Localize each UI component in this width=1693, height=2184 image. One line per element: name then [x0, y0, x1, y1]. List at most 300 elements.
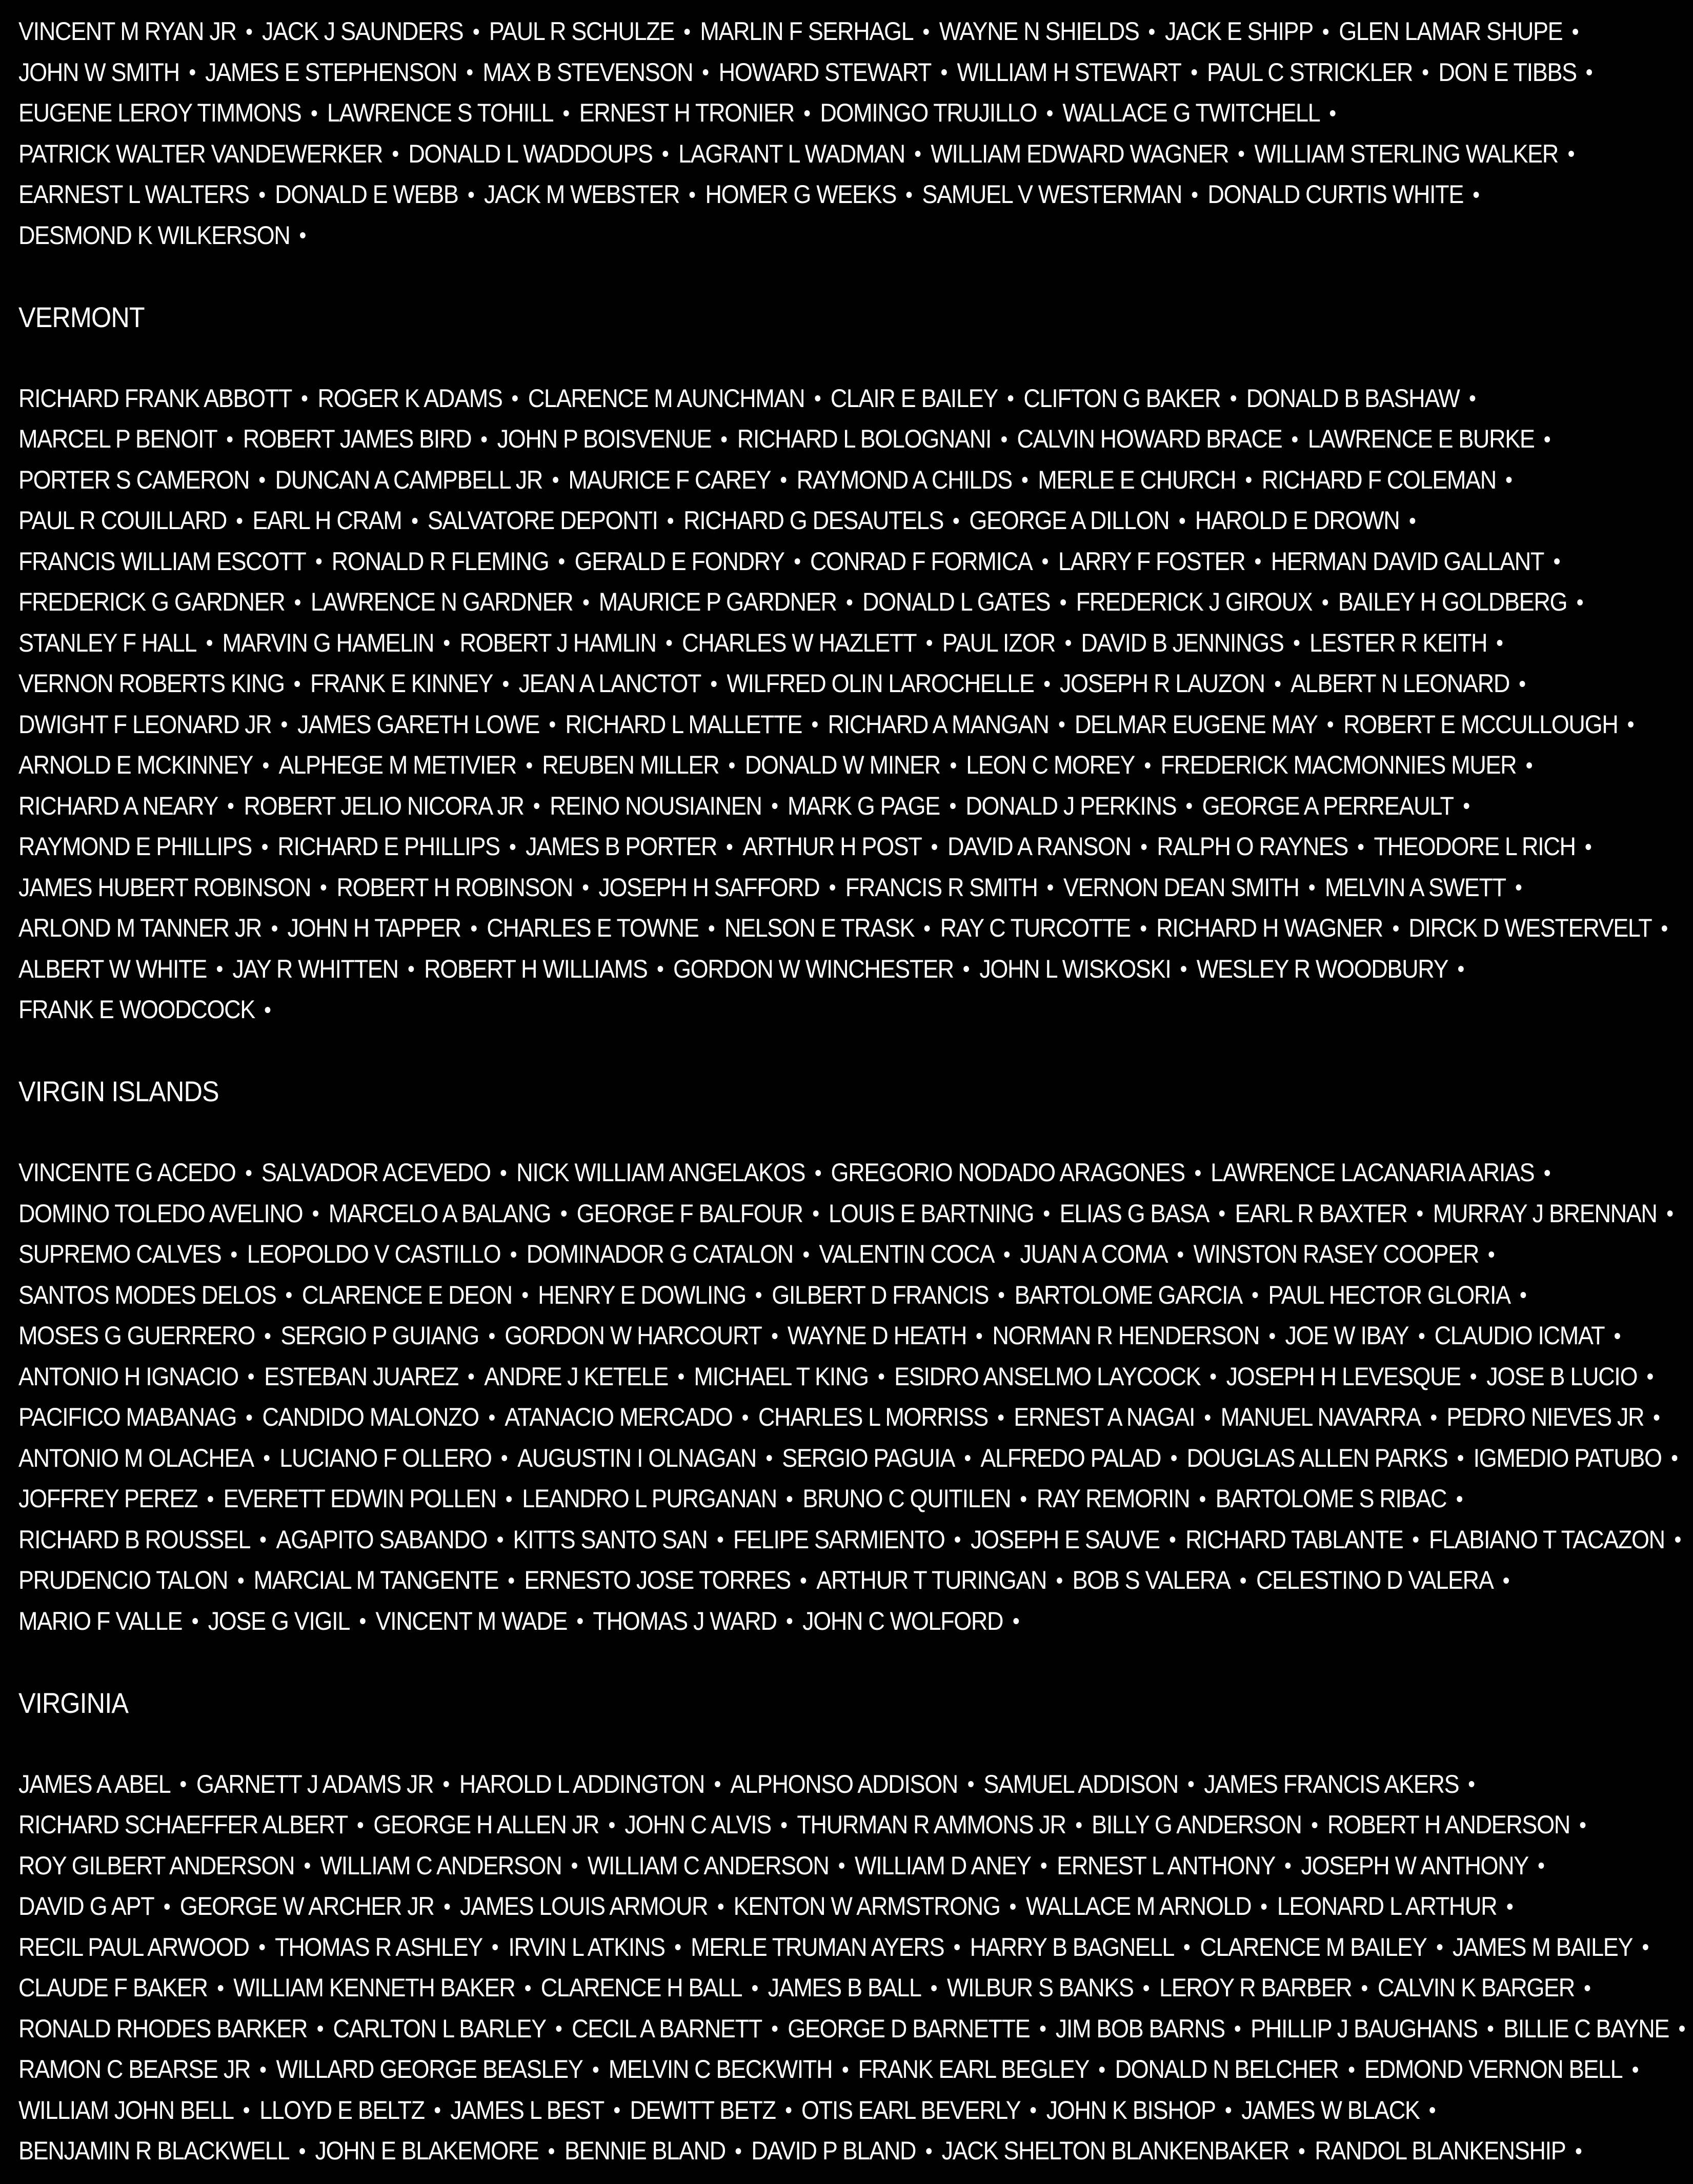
name-entry: DONALD W MINER: [744, 751, 940, 779]
bullet-separator-icon: [690, 192, 695, 198]
bullet-separator-icon: [1458, 1455, 1463, 1461]
name-entry: RAYMOND A CHILDS: [796, 465, 1012, 494]
bullet-separator-icon: [264, 1455, 270, 1461]
name-entry: PAUL HECTOR GLORIA: [1268, 1280, 1510, 1309]
name-entry: MERLE E CHURCH: [1038, 465, 1236, 494]
bullet-separator-icon: [1348, 2067, 1354, 2073]
bullet-separator-icon: [1246, 477, 1252, 483]
name-row: [18, 1438, 1662, 1479]
bullet-separator-icon: [510, 844, 516, 850]
bullet-separator-icon: [208, 1496, 213, 1502]
name-row: [18, 215, 1523, 256]
name-entry: RAMON C BEARSE JR: [18, 2055, 251, 2084]
name-entry: AUGUSTIN I OLNAGAN: [517, 1443, 756, 1472]
bullet-separator-icon: [509, 1578, 514, 1584]
bullet-separator-icon: [444, 640, 450, 646]
bullet-separator-icon: [932, 844, 937, 850]
name-entry: SALVATORE DEPONTI: [427, 506, 658, 535]
name-entry: MOSES G GUERRERO: [18, 1321, 255, 1350]
bullet-separator-icon: [231, 1251, 237, 1258]
name-entry: THOMAS J WARD: [593, 1606, 777, 1635]
bullet-separator-icon: [727, 844, 733, 850]
name-entry: JOSEPH E SAUVE: [970, 1525, 1160, 1554]
name-entry: JAMES B PORTER: [526, 832, 717, 861]
name-entry: DONALD N BELCHER: [1115, 2055, 1339, 2084]
bullet-separator-icon: [1065, 640, 1071, 646]
bullet-separator-icon: [1231, 395, 1236, 401]
name-entry: MARCELO A BALANG: [328, 1199, 551, 1228]
bullet-separator-icon: [1647, 1373, 1653, 1380]
bullet-separator-icon: [1643, 1944, 1648, 1950]
name-row: [18, 1560, 1523, 1601]
name-entry: JOE W IBAY: [1285, 1321, 1409, 1350]
name-entry: VERNON ROBERTS KING: [18, 669, 285, 698]
name-entry: FRANCIS R SMITH: [845, 873, 1038, 902]
bullet-separator-icon: [839, 1863, 844, 1869]
bullet-separator-icon: [246, 29, 252, 35]
name-entry: MARIO F VALLE: [18, 1606, 183, 1635]
bullet-separator-icon: [238, 1578, 244, 1584]
bullet-separator-icon: [583, 884, 589, 891]
name-entry: LEONARD L ARTHUR: [1277, 1892, 1497, 1920]
bullet-separator-icon: [1219, 1210, 1225, 1217]
name-entry: RANDOL BLANKENSHIP: [1315, 2136, 1566, 2165]
name-entry: STANLEY F HALL: [18, 628, 197, 657]
bullet-separator-icon: [313, 1210, 318, 1217]
name-entry: ARLOND M TANNER JR: [18, 914, 262, 942]
bullet-separator-icon: [244, 2107, 249, 2113]
bullet-separator-icon: [471, 925, 477, 932]
name-entry: WILLIAM C ANDERSON: [587, 1851, 829, 1880]
name-entry: PATRICK WALTER VANDEWERKER: [18, 139, 382, 168]
bullet-separator-icon: [553, 477, 558, 483]
name-entry: CHARLES W HAZLETT: [682, 628, 917, 657]
name-entry: BOB S VALERA: [1072, 1566, 1231, 1594]
bullet-separator-icon: [502, 1455, 508, 1461]
bullet-separator-icon: [1059, 721, 1064, 727]
bullet-separator-icon: [1662, 925, 1667, 932]
bullet-separator-icon: [1021, 1496, 1026, 1502]
name-entry: ARTHUR H POST: [742, 832, 922, 861]
bullet-separator-icon: [577, 1618, 583, 1624]
bullet-separator-icon: [678, 1373, 684, 1380]
bullet-separator-icon: [583, 599, 589, 605]
name-entry: WILLARD GEORGE BEASLEY: [276, 2055, 583, 2084]
name-entry: MERLE TRUMAN AYERS: [691, 1932, 944, 1961]
name-entry: DAVID A RANSON: [947, 832, 1131, 861]
name-entry: NORMAN R HENDERSON: [992, 1321, 1260, 1350]
name-entry: GORDON W HARCOURT: [505, 1321, 762, 1350]
name-entry: DAVID G APT: [18, 1892, 154, 1920]
name-entry: CHARLES E TOWNE: [487, 914, 699, 942]
bullet-separator-icon: [549, 2148, 554, 2154]
name-row: [18, 1846, 1528, 1887]
name-entry: WILLIAM JOHN BELL: [18, 2095, 234, 2125]
name-row: [18, 1152, 1535, 1194]
name-entry: MARLIN F SERHAGL: [700, 17, 914, 46]
name-entry: JOHN P BOISVENUE: [497, 424, 712, 453]
name-entry: HARRY B BAGNELL: [970, 1932, 1174, 1961]
name-entry: REUBEN MILLER: [542, 751, 719, 779]
bullet-separator-icon: [259, 1944, 265, 1950]
name-entry: MAURICE P GARDNER: [598, 588, 837, 616]
name-entry: RICHARD FRANK ABBOTT: [18, 383, 292, 413]
bullet-separator-icon: [965, 1455, 971, 1461]
bullet-separator-icon: [668, 518, 673, 524]
name-entry: JAMES HUBERT ROBINSON: [18, 873, 311, 902]
name-entry: RICHARD G DESAUTELS: [683, 506, 944, 535]
name-entry: SAMUEL V WESTERMAN: [922, 180, 1182, 209]
bullet-separator-icon: [522, 1292, 528, 1298]
name-entry: GEORGE A DILLON: [969, 506, 1170, 535]
name-entry: DELMAR EUGENE MAY: [1074, 710, 1318, 739]
name-entry: BILLY G ANDERSON: [1092, 1810, 1302, 1839]
name-entry: LAGRANT L WADMAN: [678, 139, 905, 168]
name-entry: RICHARD A MANGAN: [828, 710, 1049, 739]
bullet-separator-icon: [556, 2026, 562, 2032]
name-entry: BENJAMIN R BLACKWELL: [18, 2136, 290, 2165]
name-row: [18, 826, 1576, 867]
name-row: [18, 1764, 1523, 1805]
name-entry: CHARLES L MORRISS: [758, 1403, 988, 1431]
name-entry: WILBUR S BANKS: [946, 1973, 1134, 2002]
bullet-separator-icon: [1469, 395, 1475, 401]
name-entry: EARNEST L WALTERS: [18, 180, 249, 209]
name-entry: JOHN E BLAKEMORE: [315, 2136, 539, 2165]
name-entry: SERGIO PAGUIA: [782, 1443, 955, 1472]
bullet-separator-icon: [915, 151, 921, 157]
bullet-separator-icon: [281, 721, 287, 727]
name-entry: AGAPITO SABANDO: [276, 1525, 488, 1554]
name-row: [18, 93, 1523, 134]
bullet-separator-icon: [467, 69, 473, 75]
name-entry: JOSEPH R LAUZON: [1059, 669, 1265, 698]
name-entry: DIRCK D WESTERVELT: [1408, 914, 1652, 942]
name-entry: DWIGHT F LEONARD JR: [18, 710, 272, 739]
bullet-separator-icon: [1042, 558, 1048, 564]
name-entry: VINCENTE G ACEDO: [18, 1158, 236, 1187]
name-entry: LEON C MOREY: [966, 751, 1135, 779]
name-entry: PHILLIP J BAUGHANS: [1251, 2014, 1478, 2043]
bullet-separator-icon: [711, 681, 717, 687]
name-entry: CLAIR E BAILEY: [830, 383, 998, 413]
name-entry: ATANACIO MERCADO: [505, 1403, 733, 1431]
bullet-separator-icon: [804, 110, 810, 116]
bullet-separator-icon: [729, 762, 735, 769]
name-entry: LESTER R KEITH: [1309, 628, 1487, 657]
name-row: [18, 1397, 1644, 1438]
name-entry: RICHARD B ROUSSEL: [18, 1525, 251, 1554]
name-entry: BAILEY H GOLDBERG: [1338, 588, 1567, 616]
bullet-separator-icon: [931, 1985, 937, 1991]
bullet-separator-icon: [1526, 762, 1532, 769]
name-entry: SUPREMO CALVES: [18, 1240, 221, 1268]
bullet-separator-icon: [1041, 1863, 1046, 1869]
bullet-separator-icon: [1031, 2107, 1036, 2113]
name-row: [18, 2049, 1623, 2090]
name-entry: MARCEL P BENOIT: [18, 424, 217, 453]
name-entry: WESLEY R WOODBURY: [1196, 954, 1448, 983]
bullet-separator-icon: [534, 803, 540, 809]
name-entry: DAVID P BLAND: [751, 2136, 916, 2165]
bullet-separator-icon: [926, 640, 932, 646]
bullet-separator-icon: [497, 1536, 503, 1543]
bullet-separator-icon: [358, 1822, 364, 1828]
name-entry: DOMINGO TRUJILLO: [820, 98, 1037, 127]
bullet-separator-icon: [1554, 558, 1560, 564]
name-row: [18, 52, 1577, 93]
name-entry: ROBERT JELIO NICORA JR: [244, 791, 524, 820]
bullet-separator-icon: [1047, 110, 1053, 116]
name-entry: JACK M WEBSTER: [483, 180, 680, 209]
name-entry: WILLIAM KENNETH BAKER: [233, 1973, 515, 2002]
bullet-separator-icon: [964, 966, 970, 972]
name-entry: DAVID B JENNINGS: [1081, 628, 1284, 657]
name-entry: DONALD L WADDOUPS: [408, 139, 653, 168]
name-entry: PORTER S CAMERON: [18, 465, 250, 494]
bullet-separator-icon: [742, 1414, 748, 1421]
bullet-separator-icon: [968, 1781, 974, 1787]
bullet-separator-icon: [1269, 1333, 1275, 1339]
bullet-separator-icon: [227, 436, 233, 442]
bullet-separator-icon: [1489, 1251, 1495, 1258]
bullet-separator-icon: [684, 29, 690, 35]
name-entry: CLARENCE M BAILEY: [1200, 1932, 1427, 1961]
name-entry: MAURICE F CAREY: [568, 465, 771, 494]
name-entry: RICHARD E PHILLIPS: [277, 832, 500, 861]
name-entry: ALPHONSO ADDISON: [730, 1769, 958, 1798]
bullet-separator-icon: [525, 1985, 531, 1991]
name-entry: RICHARD SCHAEFFER ALBERT: [18, 1810, 348, 1839]
name-entry: LLOYD E BELTZ: [259, 2095, 425, 2125]
name-entry: DEWITT BETZ: [630, 2095, 776, 2125]
bullet-separator-icon: [787, 1618, 793, 1624]
bullet-separator-icon: [489, 1414, 495, 1421]
name-entry: ESTEBAN JUAREZ: [264, 1362, 458, 1391]
bullet-separator-icon: [614, 2107, 620, 2113]
bullet-separator-icon: [1205, 1414, 1211, 1421]
name-entry: ESIDRO ANSELMO LAYCOCK: [894, 1362, 1201, 1391]
name-entry: ROBERT H WILLIAMS: [424, 954, 648, 983]
name-entry: WILLIAM H STEWART: [957, 57, 1181, 87]
bullet-separator-icon: [736, 2148, 741, 2154]
bullet-separator-icon: [1576, 2148, 1581, 2154]
bullet-separator-icon: [1178, 1251, 1183, 1258]
name-entry: WINSTON RASEY COOPER: [1193, 1240, 1479, 1268]
name-entry: MARCIAL M TANGENTE: [253, 1566, 498, 1594]
bullet-separator-icon: [1488, 2026, 1494, 2032]
bullet-separator-icon: [1181, 966, 1186, 972]
name-entry: BILLIE C BAYNE: [1503, 2014, 1669, 2043]
bullet-separator-icon: [265, 1333, 271, 1339]
name-entry: GEORGE W ARCHER JR: [179, 1892, 434, 1920]
bullet-separator-icon: [1671, 1455, 1677, 1461]
name-entry: CLARENCE E DEON: [301, 1280, 512, 1309]
bullet-separator-icon: [926, 2148, 932, 2154]
bullet-separator-icon: [393, 151, 398, 157]
bullet-separator-icon: [305, 1863, 310, 1869]
bullet-separator-icon: [164, 1904, 170, 1910]
bullet-separator-icon: [1141, 925, 1146, 932]
bullet-separator-icon: [1076, 1822, 1081, 1828]
name-entry: RICHARD F COLEMAN: [1261, 465, 1496, 494]
bullet-separator-icon: [703, 69, 709, 75]
bullet-separator-icon: [1170, 1536, 1176, 1543]
name-entry: LAWRENCE N GARDNER: [310, 588, 573, 616]
bullet-separator-icon: [1322, 599, 1328, 605]
name-entry: KENTON W ARMSTRONG: [733, 1892, 1000, 1920]
bullet-separator-icon: [311, 110, 317, 116]
name-entry: RICHARD L BOLOGNANI: [737, 424, 992, 453]
bullet-separator-icon: [300, 232, 306, 238]
bullet-separator-icon: [924, 925, 930, 932]
bullet-separator-icon: [801, 1578, 807, 1584]
name-entry: JAMES E STEPHENSON: [205, 57, 457, 87]
name-entry: FREDERICK G GARDNER: [18, 588, 285, 616]
name-row: [18, 1805, 1570, 1846]
name-entry: SANTOS MODES DELOS: [18, 1280, 276, 1309]
bullet-separator-icon: [1469, 1781, 1475, 1787]
bullet-separator-icon: [1431, 1414, 1437, 1421]
name-entry: BENNIE BLAND: [564, 2136, 725, 2165]
bullet-separator-icon: [1179, 518, 1185, 524]
bullet-separator-icon: [1188, 1781, 1194, 1787]
bullet-separator-icon: [503, 681, 509, 687]
name-row: [18, 1968, 1575, 2009]
bullet-separator-icon: [1632, 2067, 1638, 2073]
bullet-separator-icon: [662, 151, 668, 157]
bullet-separator-icon: [1292, 436, 1298, 442]
bullet-separator-icon: [561, 1210, 567, 1217]
bullet-separator-icon: [1544, 1170, 1550, 1176]
name-entry: BARTOLOME S RIBAC: [1215, 1484, 1447, 1513]
name-entry: ROBERT E MCCULLOUGH: [1343, 710, 1618, 739]
bullet-separator-icon: [294, 681, 300, 687]
name-entry: ALBERT N LEONARD: [1291, 669, 1510, 698]
bullet-separator-icon: [1654, 1414, 1660, 1421]
bullet-separator-icon: [1615, 1333, 1620, 1339]
bullet-separator-icon: [217, 966, 223, 972]
name-entry: DOMINO TOLEDO AVELINO: [18, 1199, 303, 1228]
name-entry: CLARENCE H BALL: [540, 1973, 742, 2002]
name-entry: WAYNE D HEATH: [787, 1321, 967, 1350]
bullet-separator-icon: [550, 721, 555, 727]
name-entry: KITTS SANTO SAN: [513, 1525, 708, 1554]
bullet-separator-icon: [317, 2026, 323, 2032]
bullet-separator-icon: [228, 803, 234, 809]
name-entry: RICHARD TABLANTE: [1185, 1525, 1403, 1554]
name-entry: LAWRENCE E BURKE: [1307, 424, 1535, 453]
bullet-separator-icon: [715, 1781, 720, 1787]
bullet-separator-icon: [906, 192, 912, 198]
name-entry: SALVADOR ACEVEDO: [261, 1158, 491, 1187]
name-entry: RICHARD L MALLETTE: [565, 710, 802, 739]
name-row: [18, 1886, 1523, 1927]
bullet-separator-icon: [812, 721, 818, 727]
name-entry: JOFFREY PEREZ: [18, 1484, 198, 1513]
bullet-separator-icon: [1099, 2067, 1105, 2073]
name-row: [18, 582, 1567, 623]
name-entry: VINCENT M WADE: [375, 1606, 568, 1635]
bullet-separator-icon: [563, 110, 569, 116]
bullet-separator-icon: [1330, 110, 1336, 116]
bullet-separator-icon: [493, 1944, 498, 1950]
name-entry: GILBERT D FRANCIS: [772, 1280, 989, 1309]
bullet-separator-icon: [781, 477, 787, 483]
name-entry: GEORGE F BALFOUR: [576, 1199, 803, 1228]
bullet-separator-icon: [1184, 1944, 1190, 1950]
bullet-separator-icon: [1141, 844, 1147, 850]
bullet-separator-icon: [1628, 721, 1634, 727]
name-entry: JOSE G VIGIL: [208, 1606, 350, 1635]
bullet-separator-icon: [1521, 1292, 1526, 1298]
name-entry: WAYNE N SHIELDS: [939, 17, 1139, 46]
name-entry: VERNON DEAN SMITH: [1063, 873, 1299, 902]
name-row: [18, 11, 1563, 52]
bullet-separator-icon: [259, 477, 265, 483]
name-entry: EARL H CRAM: [252, 506, 402, 535]
bullet-separator-icon: [1253, 1292, 1258, 1298]
bullet-separator-icon: [1044, 1210, 1050, 1217]
bullet-separator-icon: [954, 518, 959, 524]
name-entry: GEORGE D BARNETTE: [788, 2014, 1030, 2043]
bullet-separator-icon: [781, 1822, 787, 1828]
name-entry: LEANDRO L PURGANAN: [522, 1484, 777, 1513]
name-entry: DONALD L GATES: [862, 588, 1051, 616]
bullet-separator-icon: [1358, 844, 1364, 850]
bullet-separator-icon: [721, 436, 727, 442]
name-entry: LARRY F FOSTER: [1058, 547, 1245, 576]
bullet-separator-icon: [1285, 1863, 1291, 1869]
bullet-separator-icon: [1044, 681, 1050, 687]
name-entry: DOMINADOR G CATALON: [526, 1240, 793, 1268]
name-entry: CLARENCE M AUNCHMAN: [528, 383, 805, 413]
bullet-separator-icon: [785, 2107, 791, 2113]
name-entry: FRANCIS WILLIAM ESCOTT: [18, 547, 306, 576]
name-entry: ELIAS G BASA: [1059, 1199, 1210, 1228]
bullet-separator-icon: [1675, 1536, 1681, 1543]
bullet-separator-icon: [657, 966, 663, 972]
name-row: [18, 908, 1652, 949]
bullet-separator-icon: [1255, 558, 1261, 564]
state-heading: VIRGINIA: [18, 1686, 129, 1719]
name-entry: ROBERT H ANDERSON: [1327, 1810, 1570, 1839]
name-entry: BARTOLOME GARCIA: [1014, 1280, 1242, 1309]
name-entry: GLEN LAMAR SHUPE: [1339, 17, 1563, 46]
name-entry: GEORGE H ALLEN JR: [373, 1810, 599, 1839]
name-entry: CECIL A BARNETT: [572, 2014, 762, 2043]
bullet-separator-icon: [1507, 1904, 1513, 1910]
bullet-separator-icon: [246, 1170, 251, 1176]
name-entry: PEDRO NIEVES JR: [1446, 1403, 1644, 1431]
name-entry: MICHAEL T KING: [694, 1362, 869, 1391]
bullet-separator-icon: [444, 1781, 449, 1787]
name-row: [18, 1520, 1665, 1561]
bullet-separator-icon: [207, 640, 212, 646]
name-entry: WILLIAM STERLING WALKER: [1254, 139, 1558, 168]
name-entry: FELIPE SARMIENTO: [733, 1525, 945, 1554]
bullet-separator-icon: [1060, 599, 1066, 605]
name-entry: ALPHEGE M METIVIER: [278, 751, 516, 779]
name-row: [18, 704, 1618, 745]
bullet-separator-icon: [1191, 69, 1197, 75]
name-entry: FRANK EARL BEGLEY: [858, 2055, 1090, 2084]
bullet-separator-icon: [260, 2067, 266, 2073]
name-entry: VINCENT M RYAN JR: [18, 17, 236, 46]
bullet-separator-icon: [772, 2026, 778, 2032]
name-row: [18, 460, 1523, 501]
name-entry: FREDERICK J GIROUX: [1076, 588, 1313, 616]
